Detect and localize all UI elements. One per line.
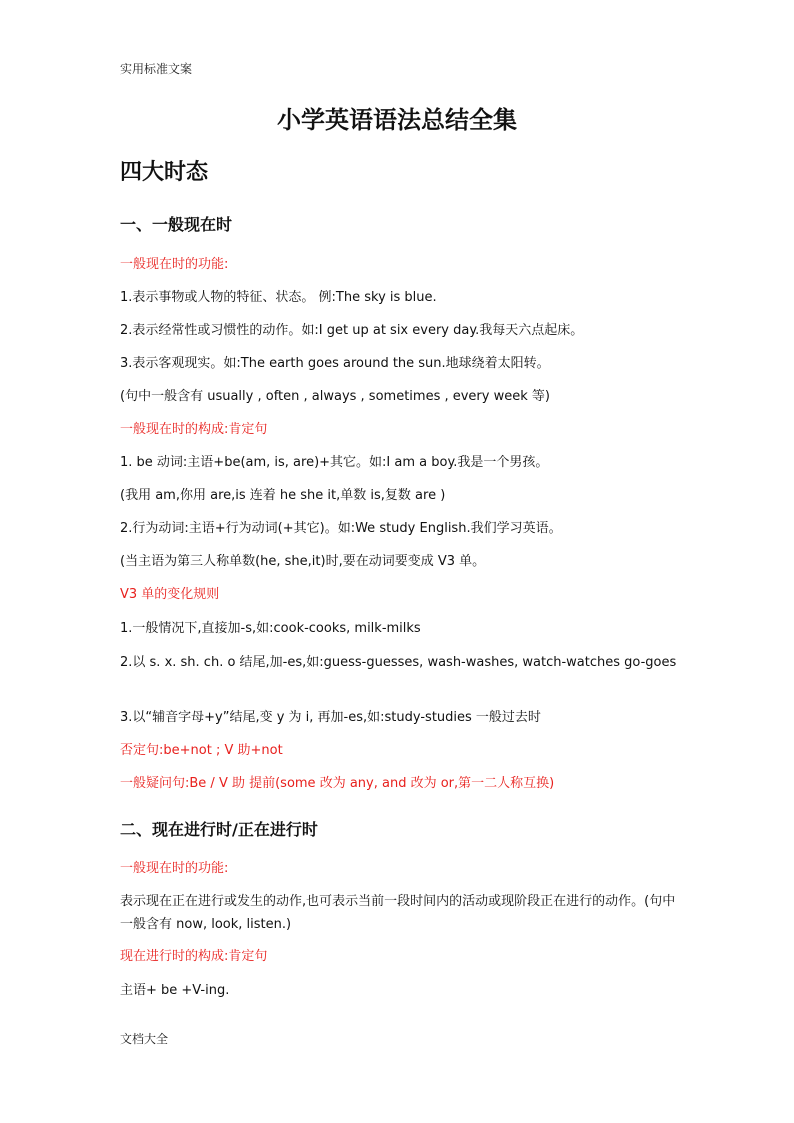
part1-function-label: 一般现在时的功能:: [120, 257, 229, 272]
v3-rules-label: V3 单的变化规则: [120, 587, 220, 602]
v3-rule-3: 3.以“辅音字母+y”结尾,变 y 为 i, 再加-es,如:study-studies 一般过去时: [120, 710, 541, 725]
question-form: 一般疑问句:Be / V 助 提前(some 改为 any, and 改为 or,第一二人称互换): [120, 776, 555, 791]
function-item-1: 1.表示事物或人物的特征、状态。 例:The sky is blue.: [120, 290, 437, 305]
document-title: 小学英语语法总结全集: [277, 105, 517, 134]
third-person-note: (当主语为第三人称单数(he, she,it)时,要在动词要变成 V3 单。: [120, 554, 486, 569]
adverb-note: (句中一般含有 usually , often , always , sometimes , every week 等): [120, 389, 550, 404]
part2-description: 表示现在正在进行或发生的动作,也可表示当前一段时间内的活动或现阶段正在进行的动作。(句中一般含有 now, look, listen.): [120, 894, 676, 932]
part1-structure-label: 一般现在时的构成:肯定句: [120, 422, 268, 437]
action-verb-rule: 2.行为动词:主语+行为动词(+其它)。如:We study English.我们学习英语。: [120, 521, 562, 536]
function-item-3: 3.表示客观现实。如:The earth goes around the sun.地球绕着太阳转。: [120, 356, 550, 371]
negative-form: 否定句:be+not ; V 助+not: [120, 743, 283, 758]
be-verb-note: (我用 am,你用 are,is 连着 he she it,单数 is,复数 are ): [120, 488, 446, 503]
be-verb-rule: 1. be 动词:主语+be(am, is, are)+其它。如:I am a boy.我是一个男孩。: [120, 455, 549, 470]
part2-function-label: 一般现在时的功能:: [120, 861, 229, 876]
part2-structure-label: 现在进行时的构成:肯定句: [120, 949, 268, 964]
section-heading: 四大时态: [120, 159, 209, 185]
v3-rule-1: 1.一般情况下,直接加-s,如:cook-cooks, milk-milks: [120, 621, 421, 636]
part1-heading: 一、一般现在时: [120, 215, 233, 234]
function-item-2: 2.表示经常性或习惯性的动作。如:I get up at six every day.我每天六点起床。: [120, 323, 584, 338]
progressive-formula: 主语+ be +V-ing.: [120, 983, 230, 998]
v3-rule-2: 2.以 s. x. sh. ch. o 结尾,加-es,如:guess-guesses, wash-washes, watch-watches go-goes: [120, 655, 677, 670]
page-footer: 文档大全: [120, 1032, 169, 1046]
page-header: 实用标准文案: [120, 62, 193, 76]
part2-heading: 二、现在进行时/正在进行时: [120, 820, 318, 839]
